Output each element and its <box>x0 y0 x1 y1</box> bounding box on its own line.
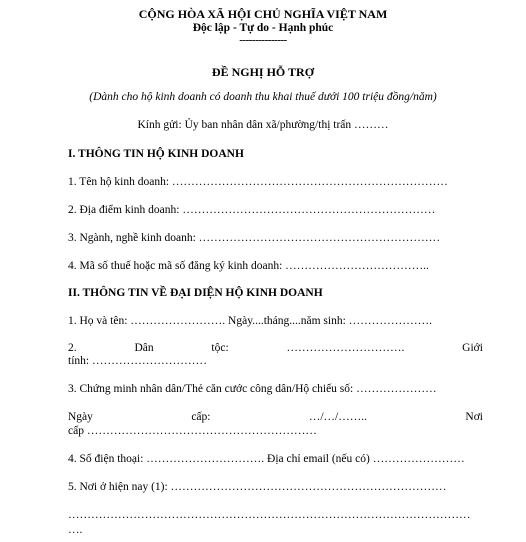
section-2-heading: II. THÔNG TIN VỀ ĐẠI DIỆN HỘ KINH DOANH <box>68 287 323 299</box>
gender-label: Giới <box>462 342 483 354</box>
section-1-heading: I. THÔNG TIN HỘ KINH DOANH <box>68 148 244 160</box>
issue-date-place-line <box>68 411 483 423</box>
phone-email-field: 4. Số điện thoại: …………………………. Địa chỉ email (nếu có) …………………… <box>68 453 465 465</box>
ethnicity-label-colon: tộc: <box>211 342 229 354</box>
residence-continuation-end: …. <box>68 524 83 536</box>
business-name-field: 1. Tên hộ kinh doanh: ……………………………………………………………… <box>68 176 448 188</box>
residence-continuation-line: …………………………………………………………………………………………… <box>68 509 471 521</box>
motto-rule: --------------- <box>239 34 287 46</box>
issue-place-label: Nơi <box>465 411 483 423</box>
ethnicity-label-word: Dân <box>134 342 154 354</box>
issue-date-field: …/…/…….. <box>308 411 367 423</box>
issue-place-field: cấp …………………………………………………… <box>68 425 317 437</box>
current-residence-field: 5. Nơi ở hiện nay (1): ……………………………………………………………… <box>68 481 447 493</box>
full-name-dob-field: 1. Họ và tên: ……………………. Ngày....tháng....năm sinh: …………………. <box>68 315 433 327</box>
addressee-line: Kính gửi: Ủy ban nhân dân xã/phường/thị trấn ……… <box>137 119 389 131</box>
national-motto: Độc lập - Tự do - Hạnh phúc <box>192 22 334 34</box>
ethnicity-gender-line <box>68 342 483 354</box>
gender-field: tính: ………………………… <box>68 355 207 367</box>
document-title: ĐỀ NGHỊ HỖ TRỢ <box>211 65 315 79</box>
nation-name: CỘNG HÒA XÃ HỘI CHỦ NGHĨA VIỆT NAM <box>138 7 388 21</box>
business-location-field: 2. Địa điểm kinh doanh: ………………………………………………………… <box>68 204 436 216</box>
issue-date-label-word: Ngày <box>68 411 93 423</box>
business-sector-field: 3. Ngành, nghề kinh doanh: ……………………………………………………… <box>68 232 441 244</box>
tax-code-field: 4. Mã số thuế hoặc mã số đăng ký kinh doanh: ……………………………….. <box>68 260 429 272</box>
id-number-field: 3. Chứng minh nhân dân/Thẻ căn cước công dân/Hộ chiếu số: ………………… <box>68 383 437 395</box>
ethnicity-field: …………………………. <box>286 342 405 354</box>
item-number: 2. <box>68 342 77 354</box>
issue-date-label-colon: cấp: <box>191 411 211 423</box>
document-subtitle: (Dành cho hộ kinh doanh có doanh thu khai thuế dưới 100 triệu đồng/năm) <box>89 91 437 103</box>
